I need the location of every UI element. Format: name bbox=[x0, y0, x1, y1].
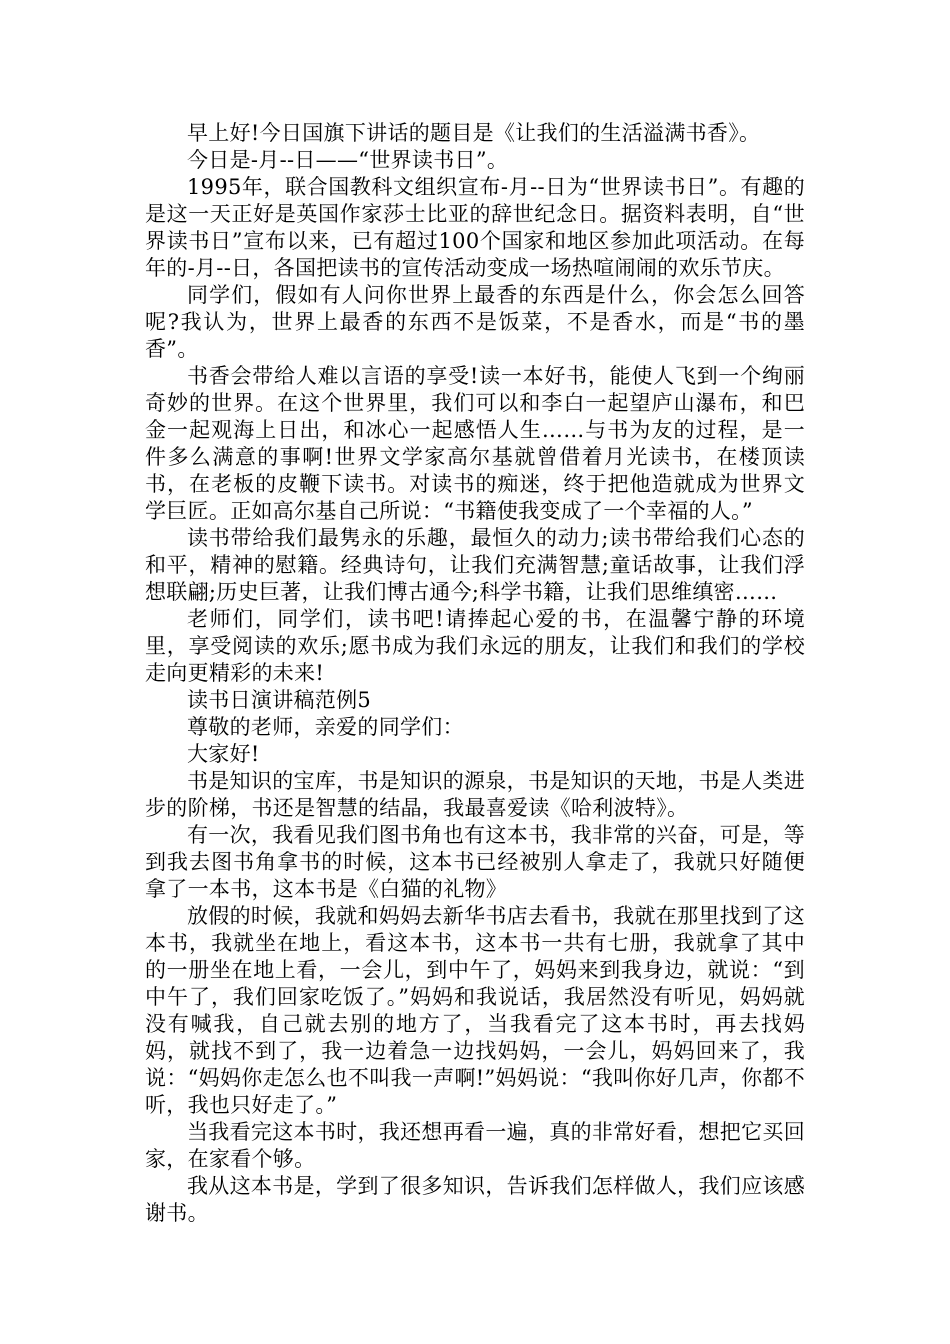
paragraph: 老师们，同学们，读书吧!请捧起心爱的书，在温馨宁静的环境里，享受阅读的欢乐;愿书成为我们永远的朋友，让我们和我们的学校走向更精彩的未来! bbox=[145, 607, 805, 685]
paragraph: 书香会带给人难以言语的享受!读一本好书，能使人飞到一个绚丽奇妙的世界。在这个世界里，我们可以和李白一起望庐山瀑布，和巴金一起观海上日出，和冰心一起感悟人生……与书为友的过程，是一件多么满意的事啊!世界文学家高尔基就曾借着月光读书，在楼顶读书，在老板的皮鞭下读书。对读书的痴迷，终于把他造就成为世界文学巨匠。正如高尔基自己所说：“书籍使我变成了一个幸福的人。” bbox=[145, 364, 805, 523]
salutation: 尊敬的老师，亲爱的同学们： bbox=[187, 715, 464, 739]
paragraph: 当我看完这本书时，我还想再看一遍，真的非常好看，想把它买回家，在家看个够。 bbox=[145, 1120, 805, 1171]
paragraph: 有一次，我看见我们图书角也有这本书，我非常的兴奋，可是，等到我去图书角拿书的时候，这本书已经被别人拿走了，我就只好随便拿了一本书，这本书是《白猫的礼物》 bbox=[145, 823, 805, 901]
paragraph: 书是知识的宝库，书是知识的源泉，书是知识的天地，书是人类进步的阶梯，书还是智慧的结晶，我最喜爱读《哈利波特》。 bbox=[145, 769, 805, 820]
paragraph: 今日是-月--日——“世界读书日”。 bbox=[187, 148, 509, 172]
paragraph: 放假的时候，我就和妈妈去新华书店去看书，我就在那里找到了这本书，我就坐在地上，看这本书，这本书一共有七册，我就拿了其中的一册坐在地上看，一会儿，到中午了，妈妈来到我身边，就说：“到中午了，我们回家吃饭了。”妈妈和我说话，我居然没有听见，妈妈就没有喊我，自己就去别的地方了，当我看完了这本书时，再去找妈妈，就找不到了，我一边着急一边找妈妈，一会儿，妈妈回来了，我说：“妈妈你走怎么也不叫我一声啊!”妈妈说：“我叫你好几声，你都不听，我也只好走了。” bbox=[145, 904, 805, 1117]
section-heading: 读书日演讲稿范例5 bbox=[187, 688, 372, 712]
paragraph: 早上好!今日国旗下讲话的题目是《让我们的生活溢满书香》。 bbox=[187, 121, 761, 145]
paragraph: 读书带给我们最隽永的乐趣，最恒久的动力;读书带给我们心态的和平，精神的慰籍。经典诗句，让我们充满智慧;童话故事，让我们浮想联翩;历史巨著，让我们博古通今;科学书籍，让我们思维缜密…… bbox=[145, 526, 805, 604]
paragraph: 同学们，假如有人问你世界上最香的东西是什么，你会怎么回答呢?我认为，世界上最香的东西不是饭菜，不是香水，而是“书的墨香”。 bbox=[145, 283, 805, 361]
greeting: 大家好! bbox=[187, 742, 260, 766]
document-body bbox=[145, 120, 805, 1227]
paragraph: 1995年，联合国教科文组织宣布-月--日为“世界读书日”。有趣的是这一天正好是英国作家莎士比亚的辞世纪念日。据资料表明，自“世界读书日”宣布以来，已有超过100个国家和地区参加此项活动。在每年的-月--日，各国把读书的宣传活动变成一场热喧闹闹的欢乐节庆。 bbox=[145, 175, 805, 280]
paragraph: 我从这本书是，学到了很多知识，告诉我们怎样做人，我们应该感谢书。 bbox=[145, 1174, 805, 1225]
